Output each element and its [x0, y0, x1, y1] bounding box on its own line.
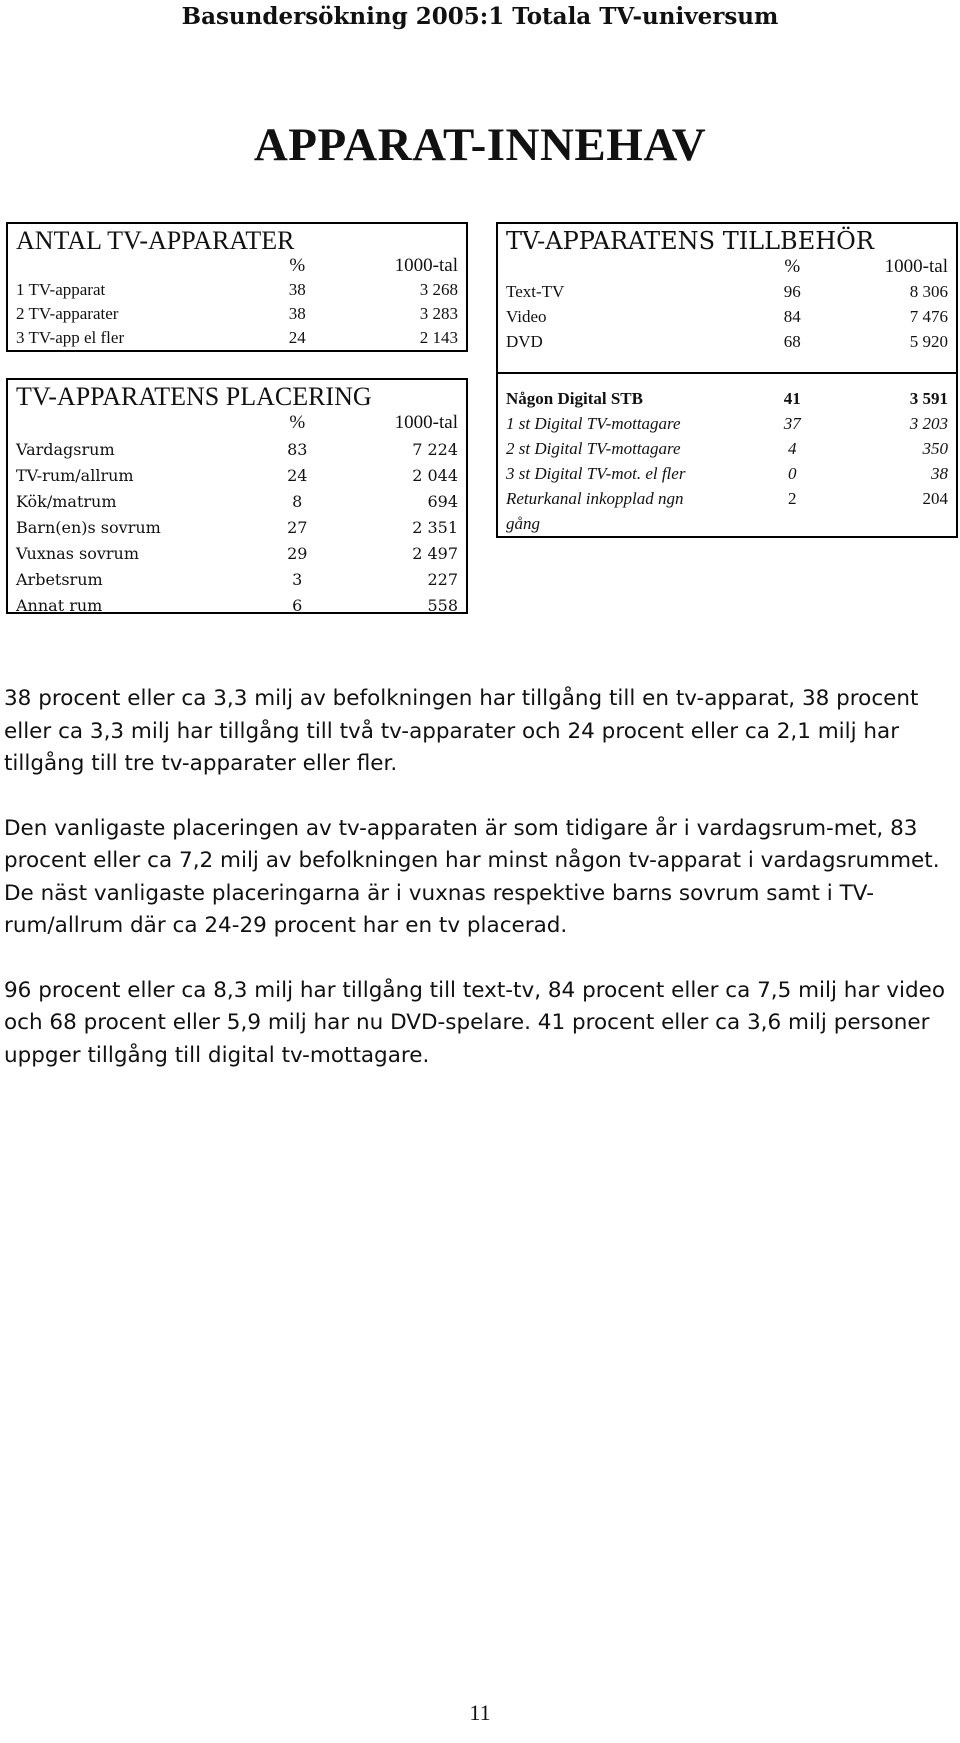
- row-pct: 2: [788, 488, 797, 508]
- table-row: [506, 461, 948, 486]
- tillbehor-box: [496, 222, 958, 538]
- table-row: [506, 411, 948, 436]
- row-label: Returkanal inkopplad ngn: [506, 488, 684, 508]
- row-tal: 204: [922, 488, 948, 508]
- row-tal: 2 044: [412, 465, 458, 485]
- row-tal: 2 351: [412, 517, 458, 537]
- row-pct: 3: [292, 569, 303, 589]
- row-tal: 3 283: [419, 304, 458, 323]
- row-label: Video: [506, 306, 547, 326]
- col-pct-header: %: [784, 255, 801, 277]
- page-title: APPARAT-INNEHAV: [253, 119, 707, 171]
- col-tal-header: 1000-tal: [884, 255, 948, 277]
- row-pct: 6: [292, 595, 303, 615]
- row-label: 1 st Digital TV-mottagare: [506, 413, 681, 433]
- row-pct: 37: [783, 413, 801, 433]
- table-row: [16, 514, 458, 540]
- placering-heading: TV-APPARATENS PLACERING: [16, 382, 372, 411]
- col-pct-header: %: [289, 412, 306, 433]
- row-pct: 24: [287, 465, 308, 485]
- row-tal: 558: [427, 595, 458, 615]
- row-label: Text-TV: [506, 281, 565, 301]
- row-tal: 8 306: [909, 281, 948, 301]
- row-pct: 68: [783, 331, 801, 351]
- row-label: DVD: [506, 331, 543, 351]
- table-row: [506, 436, 948, 461]
- placering-header-row: [16, 410, 458, 436]
- table-row: [16, 278, 458, 302]
- row-tal: 5 920: [909, 331, 948, 351]
- table-row: [506, 486, 948, 511]
- table-row: [16, 326, 458, 350]
- paragraph: Den vanligaste placeringen av tv-apparaten är som tidigare år i vardagsrum-met, 83 procent eller ca 7,2 milj av befolkningen har minst någon tv-apparat i vardagsrummet. De näst vanligaste placeringarna är i vuxnas respektive barns sovrum samt i TV-rum/allrum där ca 24-29 procent har en tv placerad.: [4, 815, 940, 938]
- row-tal: 3 591: [909, 388, 948, 408]
- row-label: Kök/matrum: [16, 491, 117, 511]
- row-pct: 38: [288, 280, 306, 299]
- table-row: [506, 279, 948, 304]
- row-pct: 4: [788, 438, 797, 458]
- col-tal-header: 1000-tal: [394, 412, 458, 433]
- tillbehor-heading: TV-APPARATENS TILLBEHÖR: [506, 227, 874, 255]
- row-tal: 3 203: [909, 413, 948, 433]
- row-label: 3 st Digital TV-mot. el fler: [506, 463, 686, 483]
- row-pct: 41: [783, 388, 801, 408]
- paragraph: 38 procent eller ca 3,3 milj av befolkningen har tillgång till en tv-apparat, 38 procent eller ca 3,3 milj har tillgång till två tv-apparater och 24 procent eller ca 2,1 milj har tillgång till tre tv-apparater eller fler.: [4, 686, 919, 776]
- body-text: [4, 683, 954, 1104]
- table-row: [506, 511, 948, 536]
- table-row: [506, 304, 948, 329]
- antal-table: [16, 254, 458, 350]
- antal-header-row: [16, 254, 458, 278]
- row-tal: 7 224: [412, 439, 458, 459]
- col-pct-header: %: [289, 255, 306, 276]
- section-divider: [498, 354, 956, 374]
- placering-box: [6, 378, 468, 614]
- row-tal: 227: [427, 569, 458, 589]
- row-pct: 83: [287, 439, 308, 459]
- tillbehor-table: [506, 254, 948, 354]
- row-label: Någon Digital STB: [506, 388, 643, 408]
- row-label: 2 TV-apparater: [16, 304, 119, 323]
- table-row: [16, 462, 458, 488]
- row-tal: 3 268: [419, 280, 458, 299]
- row-tal: 2 497: [412, 543, 458, 563]
- antal-tv-apparater-box: [6, 222, 468, 352]
- row-label: Annat rum: [16, 595, 103, 615]
- row-label: 2 st Digital TV-mottagare: [506, 438, 681, 458]
- row-pct: 96: [783, 281, 801, 301]
- tillbehor-header-row: [506, 254, 948, 279]
- col-tal-header: 1000-tal: [394, 255, 458, 276]
- row-label: 3 TV-app el fler: [16, 328, 125, 347]
- placering-table: [16, 410, 458, 618]
- table-row: [16, 436, 458, 462]
- row-label: Vardagsrum: [16, 439, 115, 459]
- row-tal: 38: [931, 463, 948, 483]
- table-row: [16, 488, 458, 514]
- row-label: TV-rum/allrum: [16, 465, 134, 485]
- table-row: [16, 540, 458, 566]
- row-tal: 2 143: [419, 328, 458, 347]
- row-pct: 84: [783, 306, 801, 326]
- row-label-continued: gång: [506, 513, 540, 533]
- table-row: [16, 566, 458, 592]
- table-row: [506, 386, 948, 411]
- row-label: Arbetsrum: [16, 569, 103, 589]
- row-label: Barn(en)s sovrum: [16, 517, 161, 537]
- table-row: [16, 302, 458, 326]
- row-tal: 7 476: [909, 306, 948, 326]
- row-pct: 0: [788, 463, 797, 483]
- row-pct: 8: [292, 491, 303, 511]
- page-number: 11: [469, 1700, 491, 1725]
- digital-table: [506, 386, 948, 536]
- row-label: Vuxnas sovrum: [16, 543, 140, 563]
- table-row: [506, 329, 948, 354]
- row-tal: 350: [922, 438, 948, 458]
- paragraph: 96 procent eller ca 8,3 milj har tillgång till text-tv, 84 procent eller ca 7,5 milj har video och 68 procent eller 5,9 milj har nu DVD-spelare. 41 procent eller ca 3,6 milj personer uppger tillgång till digital tv-mottagare.: [4, 977, 946, 1068]
- antal-heading: ANTAL TV-APPARATER: [16, 226, 295, 255]
- table-row: [16, 592, 458, 618]
- running-header: Basundersökning 2005:1 Totala TV-universum: [181, 3, 779, 30]
- row-pct: 24: [288, 328, 306, 347]
- row-label: 1 TV-apparat: [16, 280, 106, 299]
- row-pct: 38: [288, 304, 306, 323]
- row-tal: 694: [427, 491, 458, 511]
- row-pct: 27: [287, 517, 308, 537]
- row-pct: 29: [287, 543, 308, 563]
